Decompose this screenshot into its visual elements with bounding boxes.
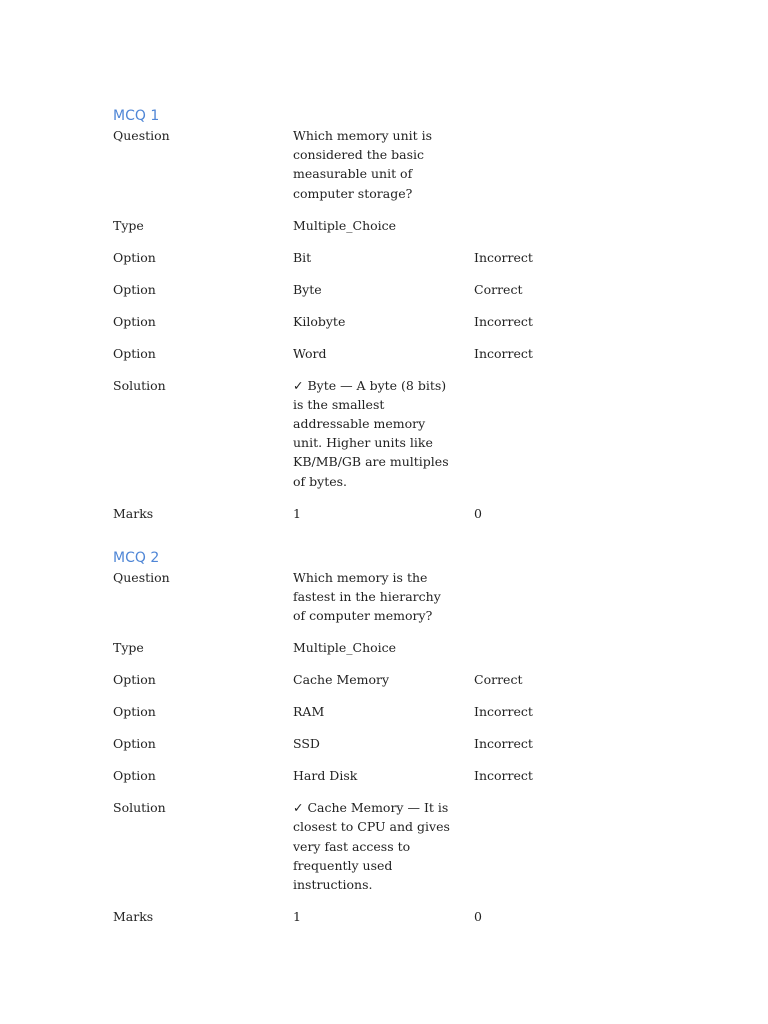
marks-value: 1: [293, 909, 301, 925]
option-text: Cache Memory: [293, 672, 390, 688]
option-text: Word: [293, 345, 327, 361]
type-value: Multiple_Choice: [293, 640, 397, 656]
option-label: Option: [113, 736, 156, 752]
option-row: [113, 280, 673, 299]
marks-value: 1: [293, 505, 301, 521]
question-row: [113, 126, 673, 203]
option-status: Incorrect: [474, 313, 533, 329]
type-row: [113, 216, 673, 235]
option-text: Byte: [293, 281, 322, 297]
option-row: [113, 344, 673, 363]
negative-marks-value: 0: [474, 909, 482, 925]
option-status: Incorrect: [474, 249, 533, 265]
option-status: Correct: [474, 281, 523, 297]
document-page: [113, 106, 673, 926]
type-row: [113, 638, 673, 657]
marks-label: Marks: [113, 505, 154, 521]
option-text: SSD: [293, 736, 320, 752]
question-label: Question: [113, 569, 170, 585]
option-status: Incorrect: [474, 345, 533, 361]
option-row: [113, 312, 673, 331]
option-label: Option: [113, 313, 156, 329]
option-row: [113, 766, 673, 785]
negative-marks-value: 0: [474, 505, 482, 521]
solution-row: [113, 798, 673, 894]
option-label: Option: [113, 345, 156, 361]
option-label: Option: [113, 249, 156, 265]
question-row: [113, 568, 673, 626]
option-status: Incorrect: [474, 768, 533, 784]
question-text: Which memory unit is considered the basic measurable unit of computer storage?: [293, 128, 433, 201]
option-label: Option: [113, 704, 156, 720]
solution-text: ✓ Cache Memory — It is closest to CPU and gives very fast access to frequently used instructions.: [293, 800, 450, 893]
type-label: Type: [113, 217, 144, 233]
question-label: Question: [113, 128, 170, 143]
solution-row: [113, 376, 673, 491]
option-text: Bit: [293, 249, 312, 265]
mcq-block: [113, 106, 673, 523]
type-label: Type: [113, 640, 144, 656]
option-row: [113, 670, 673, 689]
marks-row: [113, 907, 673, 926]
option-row: [113, 702, 673, 721]
question-text: Which memory is the fastest in the hierarchy of computer memory?: [293, 569, 441, 624]
solution-label: Solution: [113, 377, 166, 393]
option-label: Option: [113, 672, 156, 688]
option-label: Option: [113, 281, 156, 297]
marks-label: Marks: [113, 909, 154, 925]
marks-row: [113, 504, 673, 523]
option-status: Correct: [474, 672, 523, 688]
option-row: [113, 248, 673, 267]
option-status: Incorrect: [474, 704, 533, 720]
option-text: Kilobyte: [293, 313, 346, 329]
option-label: Option: [113, 768, 156, 784]
mcq-block: [113, 548, 673, 926]
option-text: RAM: [293, 704, 325, 720]
mcq-title: MCQ 1: [113, 108, 160, 124]
solution-label: Solution: [113, 800, 166, 816]
mcq-title: MCQ 2: [113, 549, 160, 566]
type-value: Multiple_Choice: [293, 217, 397, 233]
option-row: [113, 734, 673, 753]
option-text: Hard Disk: [293, 768, 358, 784]
solution-text: ✓ Byte — A byte (8 bits) is the smallest addressable memory unit. Higher units like KB/MB/GB are multiples of bytes.: [293, 377, 449, 489]
option-status: Incorrect: [474, 736, 533, 752]
